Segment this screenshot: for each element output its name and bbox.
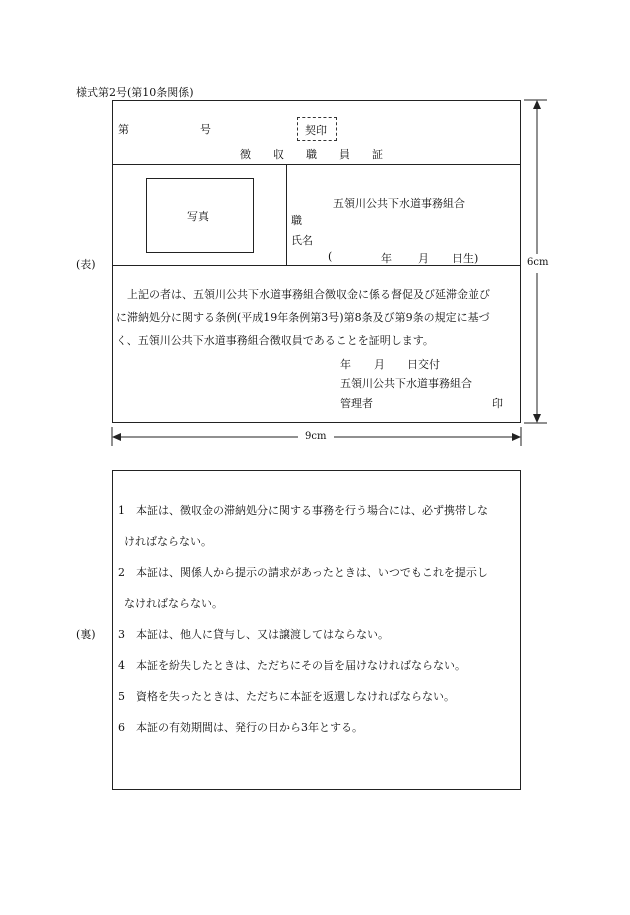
stamp-mark: 印 — [492, 397, 503, 410]
arrow-down-icon — [533, 414, 541, 423]
arrow-right-icon — [512, 433, 521, 441]
back-item-6: 6 本証の有効期間は、発行の日から3年とする。 — [118, 721, 363, 734]
back-item-2-cont: なければならない。 — [124, 597, 223, 610]
back-item-2: 2 本証は、関係人から提示の請求があったときは、いつでもこれを提示し — [118, 566, 488, 579]
photo-label: 写真 — [187, 210, 209, 223]
back-side-label: (裏) — [76, 628, 96, 641]
height-dimension: 6cm — [527, 257, 549, 268]
issue-month: 月 — [374, 358, 385, 371]
back-item-3: 3 本証は、他人に貸与し、又は譲渡してはならない。 — [118, 628, 389, 641]
number-dai: 第 — [118, 123, 129, 136]
front-divider-1 — [112, 164, 521, 165]
card-title: 徴収職員証 — [240, 148, 405, 161]
back-item-4: 4 本証を紛失したときは、ただちにその旨を届けなければならない。 — [118, 659, 466, 672]
name-label: 氏名 — [291, 234, 313, 247]
issue-day: 日交付 — [407, 358, 440, 371]
seal-label: 契印 — [305, 124, 327, 137]
dob-year: 年 — [381, 252, 392, 265]
manager-label: 管理者 — [340, 397, 373, 410]
front-photo-divider — [286, 164, 287, 265]
certification-line-3: く、五領川公共下水道事務組合徴収員であることを証明します。 — [116, 334, 434, 347]
number-go: 号 — [200, 123, 211, 136]
title-label: 職 — [291, 214, 302, 227]
issue-year: 年 — [340, 358, 351, 371]
form-label: 様式第2号(第10条関係) — [76, 86, 194, 99]
arrow-up-icon — [533, 100, 541, 109]
width-dimension: 9cm — [305, 431, 327, 442]
dob-month: 月 — [418, 252, 429, 265]
certification-line-1: 上記の者は、五領川公共下水道事務組合徴収金に係る督促及び延滞金並び — [127, 288, 490, 301]
certification-line-2: に滞納処分に関する条例(平成19年条例第3号)第8条及び第9条の規定に基づ — [116, 311, 490, 324]
back-item-1: 1 本証は、徴収金の滞納処分に関する事務を行う場合には、必ず携帯しな — [118, 504, 488, 517]
certification-text — [116, 283, 518, 352]
arrow-left-icon — [112, 433, 121, 441]
front-side-label: (表) — [76, 258, 96, 271]
issuer-name: 五領川公共下水道事務組合 — [340, 377, 472, 390]
back-item-1-cont: ければならない。 — [124, 535, 212, 548]
dob-open: ( — [328, 250, 333, 263]
back-item-5: 5 資格を失ったときは、ただちに本証を返還しなければならない。 — [118, 690, 455, 703]
dob-day: 日生) — [452, 252, 479, 265]
org-name: 五領川公共下水道事務組合 — [333, 197, 465, 210]
